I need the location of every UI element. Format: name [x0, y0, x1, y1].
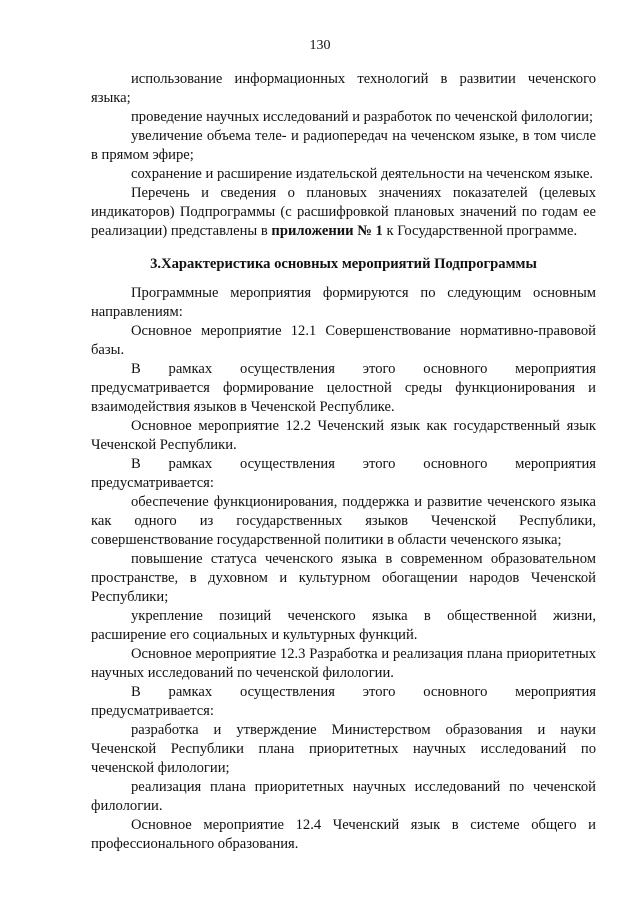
section-heading: 3.Характеристика основных мероприятий Подпрограммы — [150, 256, 537, 272]
perechen-text-before: Перечень и сведения о плановых значениях показателей (целевых индикаторов) Подпрограммы (с расшифровкой плановых значений по годам ее реализации) представлены в — [91, 185, 596, 239]
paragraph: повышение статуса чеченского языка в современном образовательном пространстве, в духовном и культурном обогащении народов Чеченской Республики; — [91, 551, 596, 605]
perechen-text-after: к Государственной программе. — [382, 223, 578, 239]
paragraph: проведение научных исследований и разработок по чеченской филологии; — [131, 109, 594, 125]
paragraph: Программные мероприятия формируются по следующим основным направлениям: — [91, 285, 596, 320]
paragraph: Основное мероприятие 12.2 Чеченский язык как государственный язык Чеченской Республики. — [91, 418, 596, 453]
paragraph-perechen — [91, 184, 596, 241]
paragraph: Основное мероприятие 12.4 Чеченский язык в системе общего и профессионального образования. — [91, 817, 596, 852]
paragraph: Основное мероприятие 12.1 Совершенствование нормативно-правовой базы. — [91, 323, 596, 358]
paragraph: разработка и утверждение Министерством образования и науки Чеченской Республики плана приоритетных научных исследований по чеченской филологии; — [91, 722, 596, 776]
paragraph: реализация плана приоритетных научных исследований по чеченской филологии. — [91, 779, 596, 814]
paragraph: сохранение и расширение издательской деятельности на чеченском языке. — [131, 166, 594, 182]
page-number: 130 — [309, 38, 331, 53]
paragraph: В рамках осуществления этого основного мероприятия предусматривается: — [91, 684, 596, 719]
paragraph: В рамках осуществления этого основного мероприятия предусматривается: — [91, 456, 596, 491]
paragraph: укрепление позиций чеченского языка в общественной жизни, расширение его социальных и культурных функций. — [91, 608, 596, 643]
appendix-reference: приложении № 1 — [271, 223, 383, 239]
paragraph: В рамках осуществления этого основного мероприятия предусматривается формирование целостной среды функционирования и взаимодействия языков в Чеченской Республике. — [91, 361, 596, 415]
document-body — [91, 70, 596, 854]
paragraph: увеличение объема теле- и радиопередач на чеченском языке, в том числе в прямом эфире; — [91, 128, 596, 163]
paragraph: использование информационных технологий в развитии чеченского языка; — [91, 71, 596, 106]
paragraph: обеспечение функционирования, поддержка и развитие чеченского языка как одного из государственных языков Чеченской Республики, совершенствование государственной политики в области чеченского языка; — [91, 494, 596, 548]
paragraph: Основное мероприятие 12.3 Разработка и реализация плана приоритетных научных исследований по чеченской филологии. — [91, 646, 596, 681]
